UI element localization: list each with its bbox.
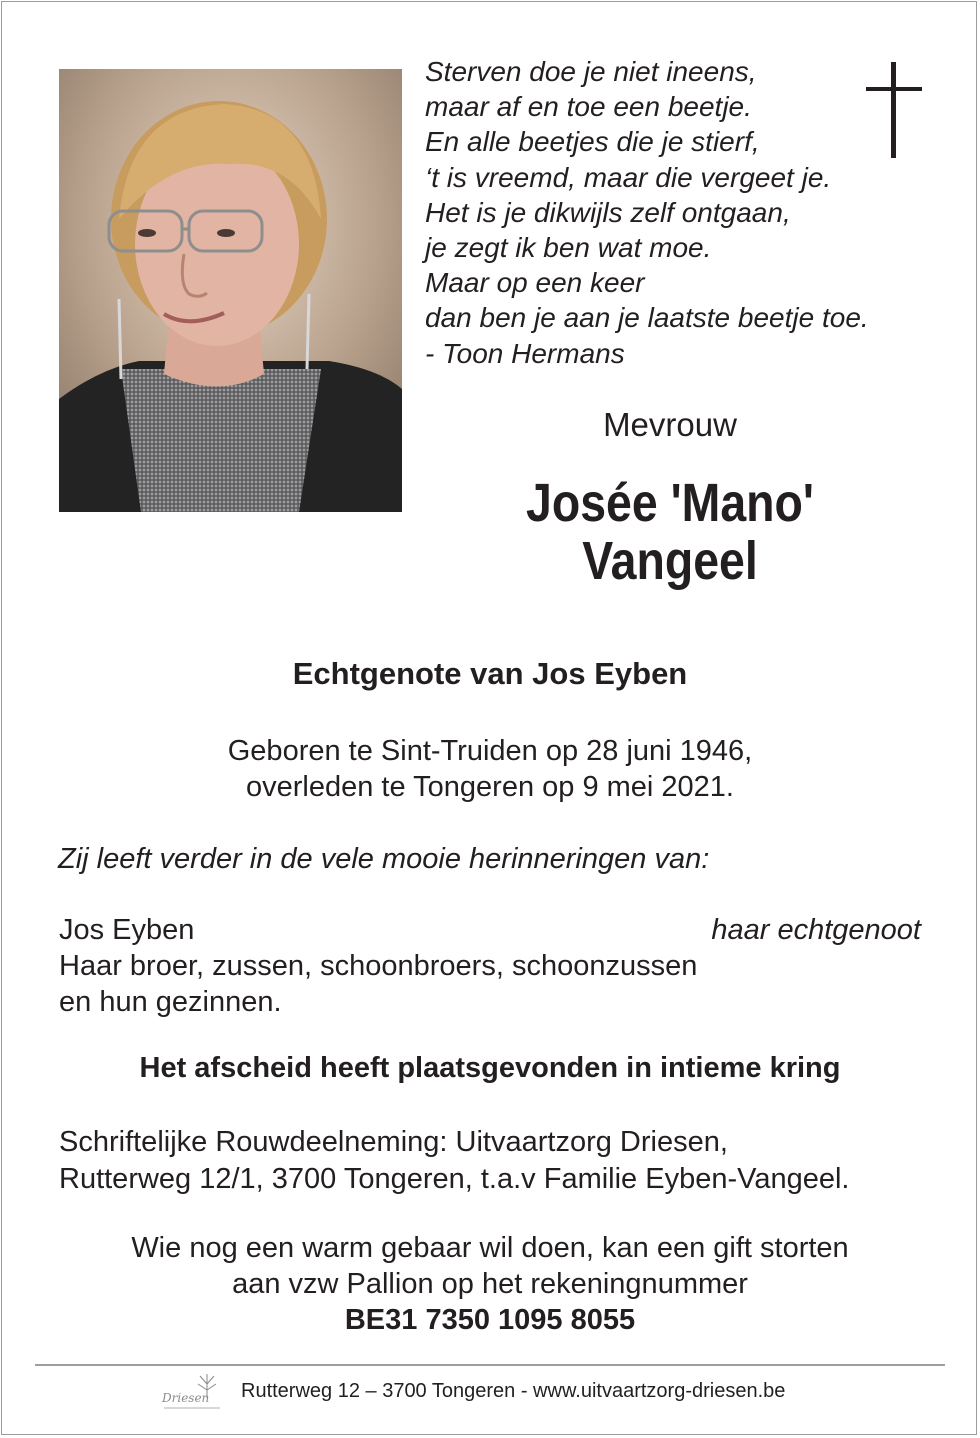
condolences-line: Rutterweg 12/1, 3700 Tongeren, t.a.v Familie Eyben-Vangeel. [59,1163,850,1195]
death-line: overleden te Tongeren op 9 mei 2021. [246,771,734,803]
cross-icon [864,60,924,160]
family-row [59,984,921,1020]
family-member: en hun gezinnen. [59,986,282,1018]
poem-line: Het is je dikwijls zelf ontgaan, [425,196,791,228]
driesen-logo [160,1368,226,1416]
family-member: Jos Eyben [59,914,195,946]
family-member: Haar broer, zussen, schoonbroers, schoonzussen [59,950,698,982]
family-intro: Zij leeft verder in de vele mooie herinneringen van: [58,843,710,875]
poem-line: je zegt ik ben wat moe. [425,232,712,264]
poem-author: - Toon Hermans [425,337,625,369]
deceased-name [464,474,877,590]
portrait-illustration [59,69,402,512]
condolences-address [59,1124,849,1198]
poem-line: ‘t is vreemd, maar die vergeet je. [425,161,832,193]
birth-line: Geboren te Sint-Truiden op 28 juni 1946, [227,735,753,767]
gift-line: aan vzw Pallion op het rekeningnummer [232,1268,748,1300]
portrait-photo [59,69,402,512]
spouse-line: Echtgenote van Jos Eyben [292,656,688,691]
poem-line: maar af en toe een beetje. [425,91,752,123]
poem-line: En alle beetjes die je stierf, [425,126,760,158]
honorific: Mevrouw [603,406,737,443]
deceased-name-line2: Vangeel [582,531,758,591]
family-row [59,912,921,948]
svg-text:Driesen: Driesen [162,1391,210,1405]
poem-line: Maar op een keer [425,267,645,299]
family-row [59,948,921,984]
poem-line: Sterven doe je niet ineens, [425,56,757,87]
family-list [59,912,921,1020]
footer-address: Rutterweg 12 – 3700 Tongeren - www.uitvaartzorg-driesen.be [241,1380,786,1402]
deceased-name-line1: Josée 'Mano' [526,473,814,533]
footer-divider [35,1364,945,1366]
condolences-line: Schriftelijke Rouwdeelneming: Uitvaartzorg Driesen, [59,1126,728,1158]
gift-notice [0,1230,980,1338]
gift-line: Wie nog een warm gebaar wil doen, kan een gift storten [131,1232,849,1264]
birth-death-dates [0,733,980,805]
family-relation: haar echtgenoot [711,914,921,946]
farewell-notice: Het afscheid heeft plaatsgevonden in intieme kring [139,1052,841,1084]
poem-line: dan ben je aan je laatste beetje toe. [425,302,869,334]
iban-number: BE31 7350 1095 8055 [344,1304,636,1336]
